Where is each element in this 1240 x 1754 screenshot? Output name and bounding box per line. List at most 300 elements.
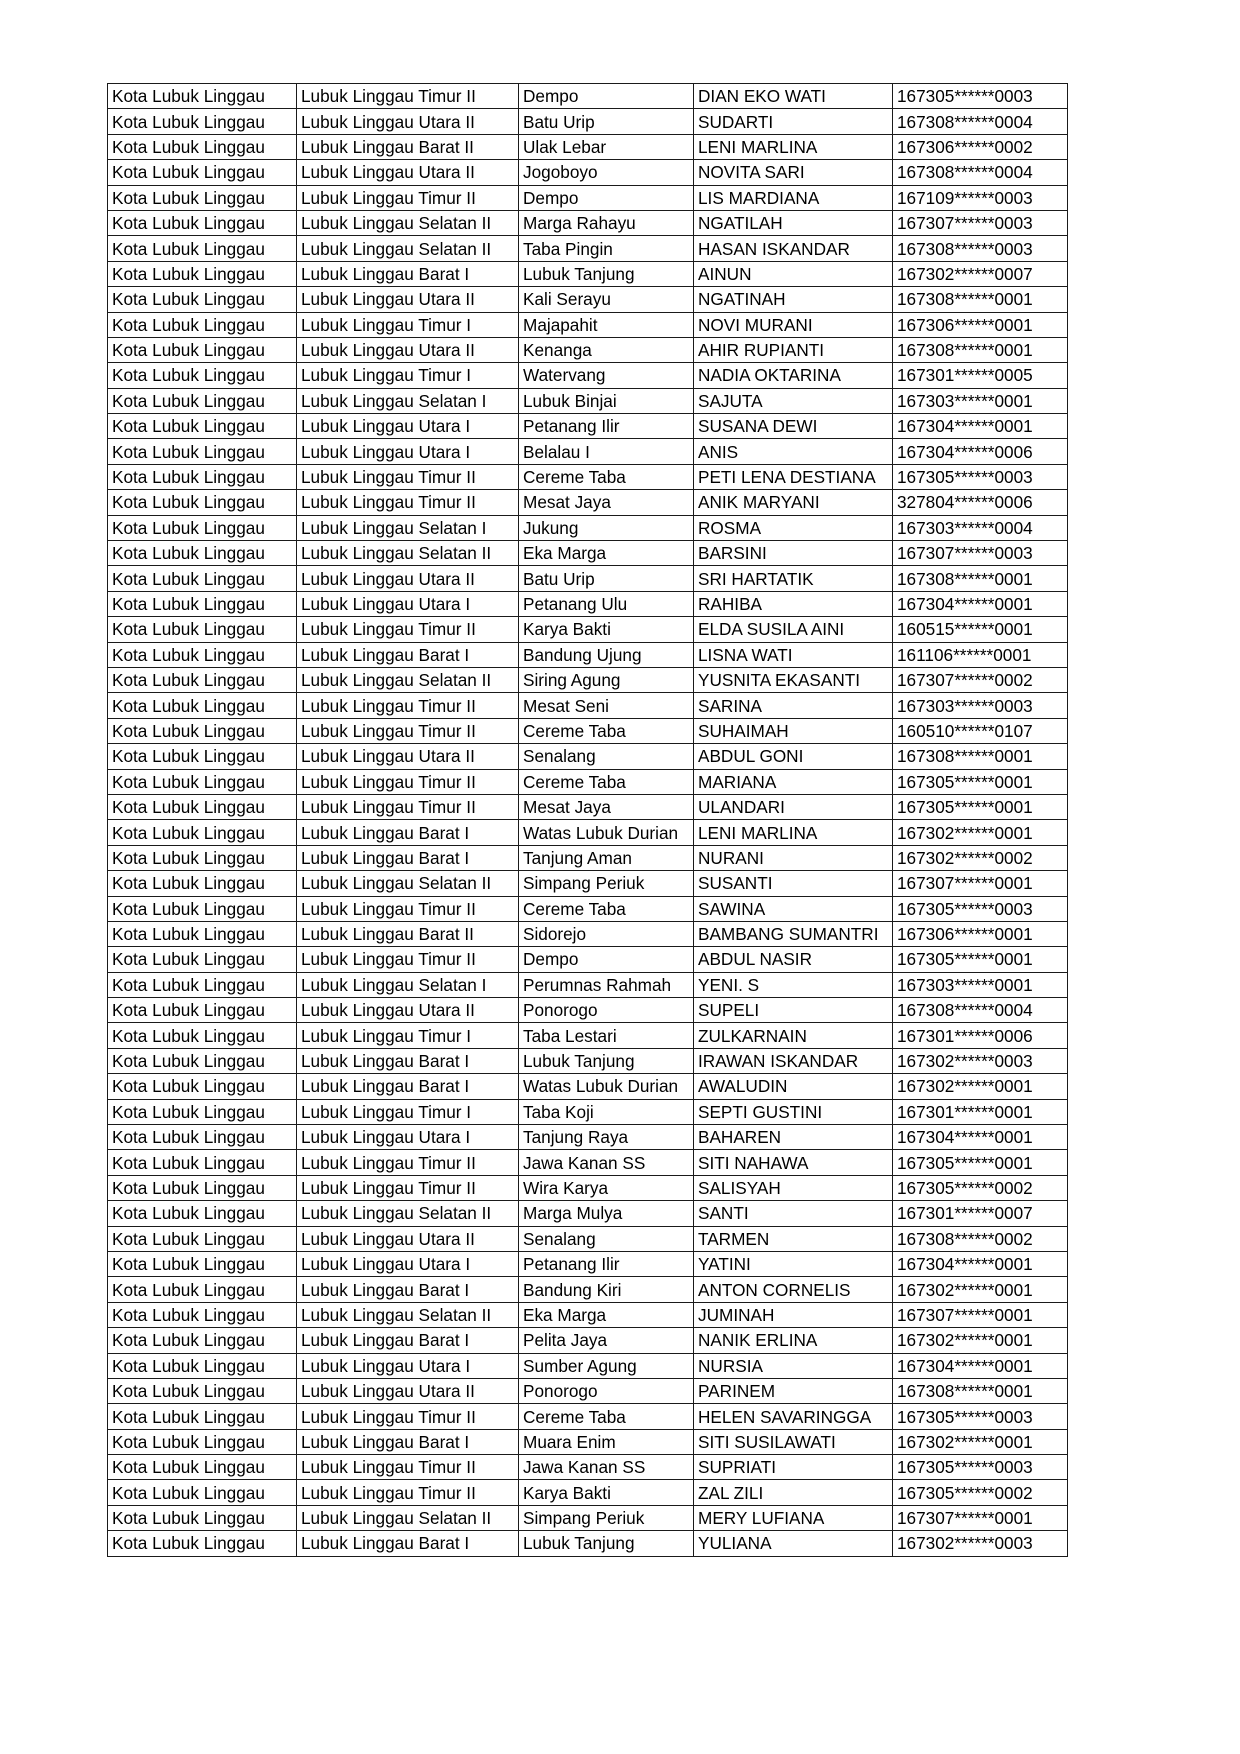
id-number-cell: 167307******0003 [893,210,1068,235]
name-cell: JUMINAH [694,1302,893,1327]
name-cell: MERY LUFIANA [694,1505,893,1530]
name-cell: NADIA OKTARINA [694,363,893,388]
id-number-cell: 167307******0001 [893,871,1068,896]
city-cell: Kota Lubuk Linggau [108,287,297,312]
name-cell: SITI NAHAWA [694,1150,893,1175]
city-cell: Kota Lubuk Linggau [108,718,297,743]
district-cell: Lubuk Linggau Utara II [297,1378,519,1403]
village-cell: Jawa Kanan SS [519,1455,694,1480]
table-row [108,160,1068,185]
district-cell: Lubuk Linggau Barat I [297,1429,519,1454]
village-cell: Simpang Periuk [519,871,694,896]
name-cell: PETI LENA DESTIANA [694,464,893,489]
id-number-cell: 161106******0001 [893,642,1068,667]
village-cell: Taba Lestari [519,1023,694,1048]
name-cell: AWALUDIN [694,1074,893,1099]
name-cell: SUSANTI [694,871,893,896]
city-cell: Kota Lubuk Linggau [108,515,297,540]
district-cell: Lubuk Linggau Utara II [297,998,519,1023]
name-cell: NOVITA SARI [694,160,893,185]
table-row [108,464,1068,489]
name-cell: LENI MARLINA [694,820,893,845]
village-cell: Batu Urip [519,566,694,591]
id-number-cell: 167305******0002 [893,1175,1068,1200]
table-row [108,1074,1068,1099]
name-cell: RAHIBA [694,591,893,616]
id-number-cell: 167305******0003 [893,896,1068,921]
village-cell: Simpang Periuk [519,1505,694,1530]
district-cell: Lubuk Linggau Timur II [297,464,519,489]
city-cell: Kota Lubuk Linggau [108,1099,297,1124]
city-cell: Kota Lubuk Linggau [108,921,297,946]
village-cell: Senalang [519,1226,694,1251]
city-cell: Kota Lubuk Linggau [108,769,297,794]
district-cell: Lubuk Linggau Utara II [297,744,519,769]
table-row [108,871,1068,896]
name-cell: SARINA [694,693,893,718]
village-cell: Karya Bakti [519,617,694,642]
village-cell: Dempo [519,947,694,972]
id-number-cell: 167308******0004 [893,998,1068,1023]
id-number-cell: 167301******0001 [893,1099,1068,1124]
id-number-cell: 167304******0001 [893,1353,1068,1378]
village-cell: Cereme Taba [519,464,694,489]
table-row [108,566,1068,591]
village-cell: Mesat Seni [519,693,694,718]
table-row [108,439,1068,464]
name-cell: BAHAREN [694,1125,893,1150]
name-cell: TARMEN [694,1226,893,1251]
district-cell: Lubuk Linggau Utara II [297,337,519,362]
district-cell: Lubuk Linggau Barat I [297,1277,519,1302]
id-number-cell: 167304******0006 [893,439,1068,464]
village-cell: Kali Serayu [519,287,694,312]
city-cell: Kota Lubuk Linggau [108,1455,297,1480]
name-cell: LISNA WATI [694,642,893,667]
city-cell: Kota Lubuk Linggau [108,998,297,1023]
city-cell: Kota Lubuk Linggau [108,1125,297,1150]
village-cell: Mesat Jaya [519,490,694,515]
city-cell: Kota Lubuk Linggau [108,363,297,388]
district-cell: Lubuk Linggau Barat I [297,1531,519,1556]
table-row [108,1048,1068,1073]
name-cell: LENI MARLINA [694,134,893,159]
village-cell: Eka Marga [519,541,694,566]
id-number-cell: 167305******0001 [893,947,1068,972]
id-number-cell: 167303******0001 [893,388,1068,413]
table-row [108,1378,1068,1403]
city-cell: Kota Lubuk Linggau [108,1175,297,1200]
district-cell: Lubuk Linggau Timur II [297,896,519,921]
name-cell: NOVI MURANI [694,312,893,337]
district-cell: Lubuk Linggau Timur II [297,185,519,210]
id-number-cell: 167308******0004 [893,160,1068,185]
village-cell: Batu Urip [519,109,694,134]
district-cell: Lubuk Linggau Selatan II [297,210,519,235]
city-cell: Kota Lubuk Linggau [108,84,297,109]
village-cell: Bandung Kiri [519,1277,694,1302]
district-cell: Lubuk Linggau Timur II [297,718,519,743]
id-number-cell: 167303******0004 [893,515,1068,540]
table-row [108,820,1068,845]
village-cell: Watervang [519,363,694,388]
table-row [108,1480,1068,1505]
district-cell: Lubuk Linggau Utara I [297,591,519,616]
table-row [108,337,1068,362]
district-cell: Lubuk Linggau Utara I [297,414,519,439]
district-cell: Lubuk Linggau Utara I [297,1251,519,1276]
village-cell: Majapahit [519,312,694,337]
district-cell: Lubuk Linggau Timur II [297,693,519,718]
name-cell: IRAWAN ISKANDAR [694,1048,893,1073]
district-cell: Lubuk Linggau Timur I [297,363,519,388]
name-cell: AHIR RUPIANTI [694,337,893,362]
id-number-cell: 167307******0001 [893,1505,1068,1530]
village-cell: Petanang Ulu [519,591,694,616]
village-cell: Sumber Agung [519,1353,694,1378]
district-cell: Lubuk Linggau Barat I [297,261,519,286]
table-row [108,1429,1068,1454]
table-row [108,287,1068,312]
city-cell: Kota Lubuk Linggau [108,1074,297,1099]
id-number-cell: 167306******0002 [893,134,1068,159]
name-cell: SUHAIMAH [694,718,893,743]
name-cell: MARIANA [694,769,893,794]
table-row [108,972,1068,997]
village-cell: Lubuk Binjai [519,388,694,413]
district-cell: Lubuk Linggau Timur II [297,1455,519,1480]
city-cell: Kota Lubuk Linggau [108,490,297,515]
table-row [108,210,1068,235]
name-cell: YULIANA [694,1531,893,1556]
village-cell: Cereme Taba [519,896,694,921]
table-row [108,1226,1068,1251]
table-row [108,845,1068,870]
name-cell: ELDA SUSILA AINI [694,617,893,642]
name-cell: DIAN EKO WATI [694,84,893,109]
name-cell: SUPRIATI [694,1455,893,1480]
city-cell: Kota Lubuk Linggau [108,972,297,997]
id-number-cell: 167302******0001 [893,1328,1068,1353]
village-cell: Lubuk Tanjung [519,1048,694,1073]
city-cell: Kota Lubuk Linggau [108,1378,297,1403]
name-cell: YATINI [694,1251,893,1276]
id-number-cell: 167304******0001 [893,591,1068,616]
village-cell: Wira Karya [519,1175,694,1200]
village-cell: Tanjung Aman [519,845,694,870]
district-cell: Lubuk Linggau Timur I [297,1023,519,1048]
table-row [108,1150,1068,1175]
village-cell: Karya Bakti [519,1480,694,1505]
district-cell: Lubuk Linggau Utara I [297,1353,519,1378]
table-row [108,1404,1068,1429]
id-number-cell: 167109******0003 [893,185,1068,210]
id-number-cell: 167308******0001 [893,1378,1068,1403]
city-cell: Kota Lubuk Linggau [108,464,297,489]
village-cell: Tanjung Raya [519,1125,694,1150]
district-cell: Lubuk Linggau Timur I [297,312,519,337]
name-cell: HELEN SAVARINGGA [694,1404,893,1429]
name-cell: NGATILAH [694,210,893,235]
city-cell: Kota Lubuk Linggau [108,1353,297,1378]
name-cell: NURSIA [694,1353,893,1378]
id-number-cell: 167303******0003 [893,693,1068,718]
table-row [108,1099,1068,1124]
table-row [108,794,1068,819]
id-number-cell: 167306******0001 [893,312,1068,337]
table-row [108,1251,1068,1276]
id-number-cell: 167304******0001 [893,414,1068,439]
id-number-cell: 167305******0002 [893,1480,1068,1505]
table-row [108,617,1068,642]
district-cell: Lubuk Linggau Barat I [297,1074,519,1099]
district-cell: Lubuk Linggau Timur II [297,1404,519,1429]
name-cell: BAMBANG SUMANTRI [694,921,893,946]
id-number-cell: 167301******0006 [893,1023,1068,1048]
district-cell: Lubuk Linggau Utara II [297,566,519,591]
city-cell: Kota Lubuk Linggau [108,1302,297,1327]
city-cell: Kota Lubuk Linggau [108,414,297,439]
table-row [108,109,1068,134]
name-cell: YUSNITA EKASANTI [694,667,893,692]
table-row [108,84,1068,109]
table-row [108,1277,1068,1302]
city-cell: Kota Lubuk Linggau [108,1328,297,1353]
city-cell: Kota Lubuk Linggau [108,388,297,413]
id-number-cell: 167308******0001 [893,744,1068,769]
city-cell: Kota Lubuk Linggau [108,185,297,210]
district-cell: Lubuk Linggau Selatan I [297,972,519,997]
city-cell: Kota Lubuk Linggau [108,1429,297,1454]
name-cell: PARINEM [694,1378,893,1403]
id-number-cell: 167307******0002 [893,667,1068,692]
table-row [108,896,1068,921]
city-cell: Kota Lubuk Linggau [108,794,297,819]
table-row [108,1023,1068,1048]
district-cell: Lubuk Linggau Selatan II [297,1201,519,1226]
district-cell: Lubuk Linggau Selatan II [297,1505,519,1530]
village-cell: Muara Enim [519,1429,694,1454]
district-cell: Lubuk Linggau Timur II [297,1480,519,1505]
district-cell: Lubuk Linggau Timur II [297,769,519,794]
district-cell: Lubuk Linggau Utara II [297,160,519,185]
id-number-cell: 167305******0003 [893,1455,1068,1480]
name-cell: ABDUL GONI [694,744,893,769]
id-number-cell: 167302******0003 [893,1531,1068,1556]
id-number-cell: 167308******0003 [893,236,1068,261]
name-cell: LIS MARDIANA [694,185,893,210]
id-number-cell: 160510******0107 [893,718,1068,743]
city-cell: Kota Lubuk Linggau [108,109,297,134]
city-cell: Kota Lubuk Linggau [108,439,297,464]
city-cell: Kota Lubuk Linggau [108,210,297,235]
name-cell: ANTON CORNELIS [694,1277,893,1302]
id-number-cell: 167308******0001 [893,566,1068,591]
city-cell: Kota Lubuk Linggau [108,1277,297,1302]
table-row [108,1328,1068,1353]
table-row [108,947,1068,972]
district-cell: Lubuk Linggau Barat II [297,134,519,159]
name-cell: NGATINAH [694,287,893,312]
table-row [108,1175,1068,1200]
city-cell: Kota Lubuk Linggau [108,134,297,159]
id-number-cell: 167308******0004 [893,109,1068,134]
village-cell: Cereme Taba [519,1404,694,1429]
id-number-cell: 327804******0006 [893,490,1068,515]
id-number-cell: 167302******0002 [893,845,1068,870]
district-cell: Lubuk Linggau Timur II [297,794,519,819]
district-cell: Lubuk Linggau Timur II [297,84,519,109]
city-cell: Kota Lubuk Linggau [108,1480,297,1505]
id-number-cell: 160515******0001 [893,617,1068,642]
city-cell: Kota Lubuk Linggau [108,1023,297,1048]
name-cell: SUDARTI [694,109,893,134]
name-cell: ANIK MARYANI [694,490,893,515]
city-cell: Kota Lubuk Linggau [108,541,297,566]
table-row [108,261,1068,286]
district-cell: Lubuk Linggau Timur II [297,1150,519,1175]
district-cell: Lubuk Linggau Selatan II [297,667,519,692]
table-row [108,998,1068,1023]
id-number-cell: 167302******0001 [893,820,1068,845]
city-cell: Kota Lubuk Linggau [108,744,297,769]
table-row [108,921,1068,946]
district-cell: Lubuk Linggau Timur II [297,617,519,642]
village-cell: Taba Koji [519,1099,694,1124]
name-cell: SITI SUSILAWATI [694,1429,893,1454]
id-number-cell: 167305******0003 [893,1404,1068,1429]
table-row [108,1505,1068,1530]
city-cell: Kota Lubuk Linggau [108,1505,297,1530]
district-cell: Lubuk Linggau Barat I [297,820,519,845]
village-cell: Ponorogo [519,998,694,1023]
village-cell: Taba Pingin [519,236,694,261]
table-row [108,718,1068,743]
district-cell: Lubuk Linggau Barat I [297,845,519,870]
city-cell: Kota Lubuk Linggau [108,1201,297,1226]
table-row [108,414,1068,439]
name-cell: BARSINI [694,541,893,566]
city-cell: Kota Lubuk Linggau [108,312,297,337]
city-cell: Kota Lubuk Linggau [108,896,297,921]
city-cell: Kota Lubuk Linggau [108,642,297,667]
district-cell: Lubuk Linggau Selatan II [297,236,519,261]
id-number-cell: 167303******0001 [893,972,1068,997]
district-cell: Lubuk Linggau Selatan II [297,541,519,566]
district-cell: Lubuk Linggau Timur II [297,490,519,515]
city-cell: Kota Lubuk Linggau [108,947,297,972]
district-cell: Lubuk Linggau Utara I [297,1125,519,1150]
district-cell: Lubuk Linggau Utara I [297,439,519,464]
id-number-cell: 167302******0001 [893,1074,1068,1099]
name-cell: AINUN [694,261,893,286]
village-cell: Jukung [519,515,694,540]
district-cell: Lubuk Linggau Barat I [297,642,519,667]
table-row [108,1302,1068,1327]
name-cell: SAJUTA [694,388,893,413]
village-cell: Jawa Kanan SS [519,1150,694,1175]
village-cell: Kenanga [519,337,694,362]
id-number-cell: 167306******0001 [893,921,1068,946]
village-cell: Dempo [519,84,694,109]
table-row [108,236,1068,261]
district-cell: Lubuk Linggau Barat I [297,1048,519,1073]
village-cell: Cereme Taba [519,718,694,743]
data-table [107,83,1068,1557]
city-cell: Kota Lubuk Linggau [108,1531,297,1556]
city-cell: Kota Lubuk Linggau [108,871,297,896]
district-cell: Lubuk Linggau Selatan II [297,1302,519,1327]
district-cell: Lubuk Linggau Selatan I [297,388,519,413]
table-body [108,84,1068,1557]
city-cell: Kota Lubuk Linggau [108,591,297,616]
district-cell: Lubuk Linggau Selatan II [297,871,519,896]
city-cell: Kota Lubuk Linggau [108,1150,297,1175]
table-row [108,363,1068,388]
name-cell: NANIK ERLINA [694,1328,893,1353]
table-row [108,1455,1068,1480]
id-number-cell: 167308******0001 [893,287,1068,312]
name-cell: SUPELI [694,998,893,1023]
id-number-cell: 167307******0001 [893,1302,1068,1327]
city-cell: Kota Lubuk Linggau [108,337,297,362]
district-cell: Lubuk Linggau Timur II [297,947,519,972]
id-number-cell: 167305******0001 [893,1150,1068,1175]
table-row [108,1531,1068,1556]
table-row [108,134,1068,159]
city-cell: Kota Lubuk Linggau [108,160,297,185]
village-cell: Cereme Taba [519,769,694,794]
id-number-cell: 167305******0003 [893,84,1068,109]
name-cell: SRI HARTATIK [694,566,893,591]
name-cell: SEPTI GUSTINI [694,1099,893,1124]
city-cell: Kota Lubuk Linggau [108,1404,297,1429]
village-cell: Siring Agung [519,667,694,692]
id-number-cell: 167305******0001 [893,794,1068,819]
district-cell: Lubuk Linggau Timur II [297,1175,519,1200]
village-cell: Jogoboyo [519,160,694,185]
name-cell: SALISYAH [694,1175,893,1200]
id-number-cell: 167304******0001 [893,1125,1068,1150]
city-cell: Kota Lubuk Linggau [108,1048,297,1073]
name-cell: NURANI [694,845,893,870]
name-cell: ZAL ZILI [694,1480,893,1505]
table-row [108,490,1068,515]
name-cell: ROSMA [694,515,893,540]
village-cell: Lubuk Tanjung [519,1531,694,1556]
village-cell: Pelita Jaya [519,1328,694,1353]
city-cell: Kota Lubuk Linggau [108,617,297,642]
id-number-cell: 167302******0001 [893,1277,1068,1302]
village-cell: Lubuk Tanjung [519,261,694,286]
name-cell: ZULKARNAIN [694,1023,893,1048]
city-cell: Kota Lubuk Linggau [108,1251,297,1276]
city-cell: Kota Lubuk Linggau [108,566,297,591]
village-cell: Dempo [519,185,694,210]
village-cell: Marga Mulya [519,1201,694,1226]
id-number-cell: 167308******0002 [893,1226,1068,1251]
village-cell: Mesat Jaya [519,794,694,819]
name-cell: ANIS [694,439,893,464]
city-cell: Kota Lubuk Linggau [108,236,297,261]
village-cell: Eka Marga [519,1302,694,1327]
district-cell: Lubuk Linggau Utara II [297,287,519,312]
name-cell: ABDUL NASIR [694,947,893,972]
district-cell: Lubuk Linggau Utara II [297,1226,519,1251]
table-row [108,1125,1068,1150]
village-cell: Sidorejo [519,921,694,946]
village-cell: Senalang [519,744,694,769]
